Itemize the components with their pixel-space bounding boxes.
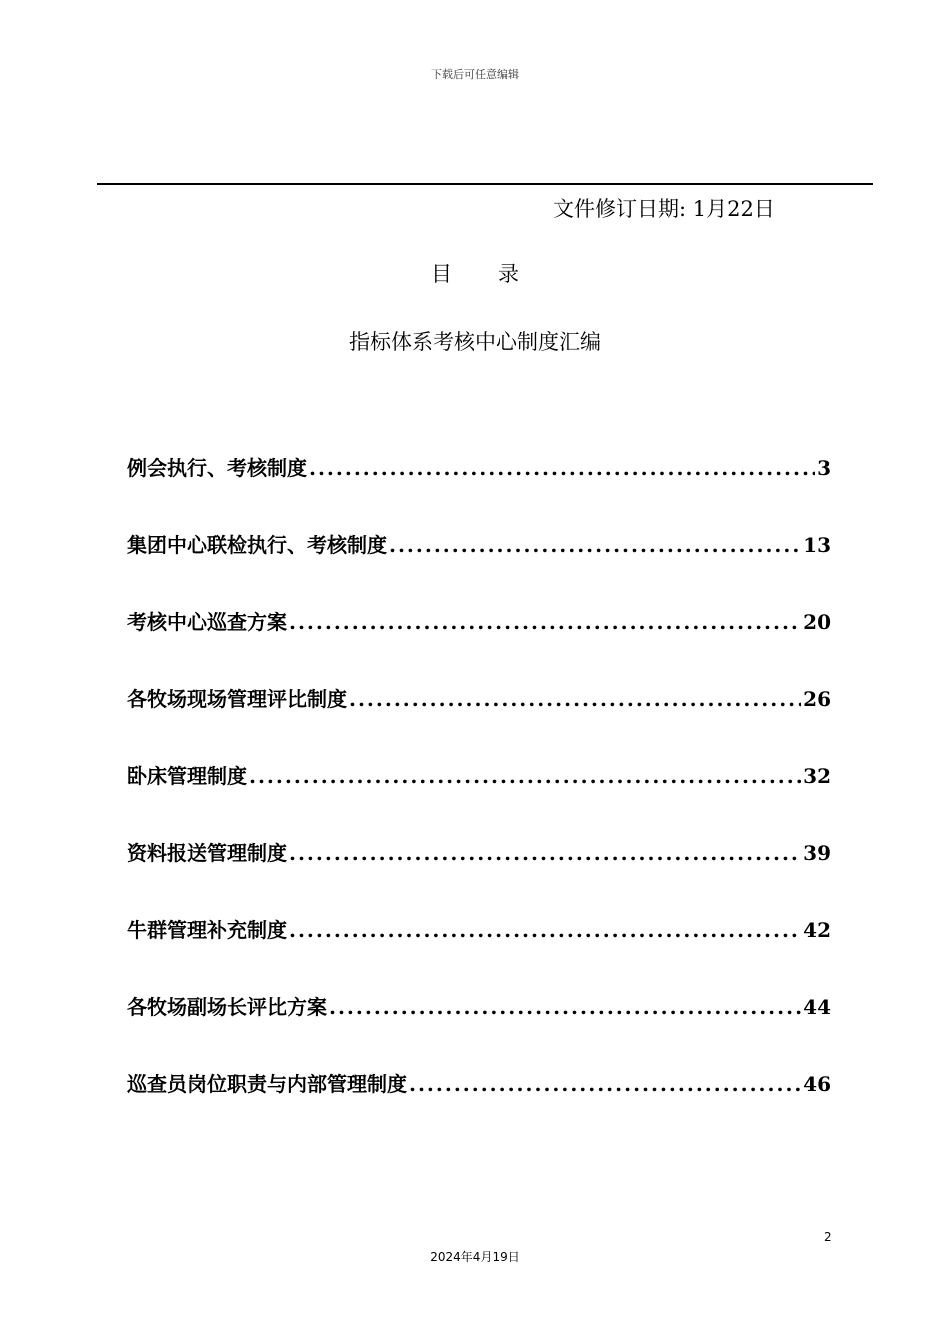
toc-entry-page: 3: [817, 456, 831, 480]
toc-dot-leader: [249, 764, 801, 788]
toc-entry-title: 巡查员岗位职责与内部管理制度: [127, 1072, 407, 1096]
toc-entry[interactable]: [127, 914, 831, 991]
toc-entry[interactable]: [127, 452, 831, 529]
header-divider: [97, 183, 873, 185]
footer-date: 2024年4月19日: [430, 1250, 520, 1264]
toc-entry[interactable]: [127, 606, 831, 683]
toc-entry-title: 例会执行、考核制度: [127, 456, 307, 480]
toc-entry-page: 32: [803, 764, 831, 788]
toc-entry-page: 44: [803, 995, 831, 1019]
toc-entry[interactable]: [127, 760, 831, 837]
toc-dot-leader: [329, 995, 801, 1019]
toc-entry-page: 42: [803, 918, 831, 942]
header-note: 下载后可任意编辑: [431, 68, 519, 81]
toc-entry[interactable]: [127, 837, 831, 914]
toc-dot-leader: [289, 841, 801, 865]
toc-entry-title: 各牧场副场长评比方案: [127, 995, 327, 1019]
collection-title: 指标体系考核中心制度汇编: [349, 330, 601, 354]
toc-entry-page: 20: [803, 610, 831, 634]
toc-dot-leader: [349, 687, 801, 711]
toc-dot-leader: [289, 610, 801, 634]
toc-entry-title: 各牧场现场管理评比制度: [127, 687, 347, 711]
toc-entry[interactable]: [127, 683, 831, 760]
toc-entry-title: 集团中心联检执行、考核制度: [127, 533, 387, 557]
toc-dot-leader: [409, 1072, 801, 1096]
toc-entry[interactable]: [127, 1068, 831, 1145]
toc-entry-title: 牛群管理补充制度: [127, 918, 287, 942]
toc-dot-leader: [309, 456, 815, 480]
toc-heading-left: 目: [431, 262, 452, 286]
toc-entry-title: 考核中心巡查方案: [127, 610, 287, 634]
toc-entry-title: 资料报送管理制度: [127, 841, 287, 865]
toc-entry-page: 26: [803, 687, 831, 711]
toc-entry-page: 13: [803, 533, 831, 557]
toc-entry-page: 39: [803, 841, 831, 865]
toc-list: [127, 452, 831, 1145]
toc-dot-leader: [389, 533, 801, 557]
toc-dot-leader: [289, 918, 801, 942]
revision-date: 文件修订日期: 1月22日: [553, 197, 775, 221]
page-number: 2: [824, 1230, 832, 1244]
toc-entry-page: 46: [803, 1072, 831, 1096]
toc-entry[interactable]: [127, 529, 831, 606]
toc-heading: [0, 258, 950, 288]
toc-entry[interactable]: [127, 991, 831, 1068]
toc-entry-title: 卧床管理制度: [127, 764, 247, 788]
toc-heading-right: 录: [498, 262, 519, 286]
